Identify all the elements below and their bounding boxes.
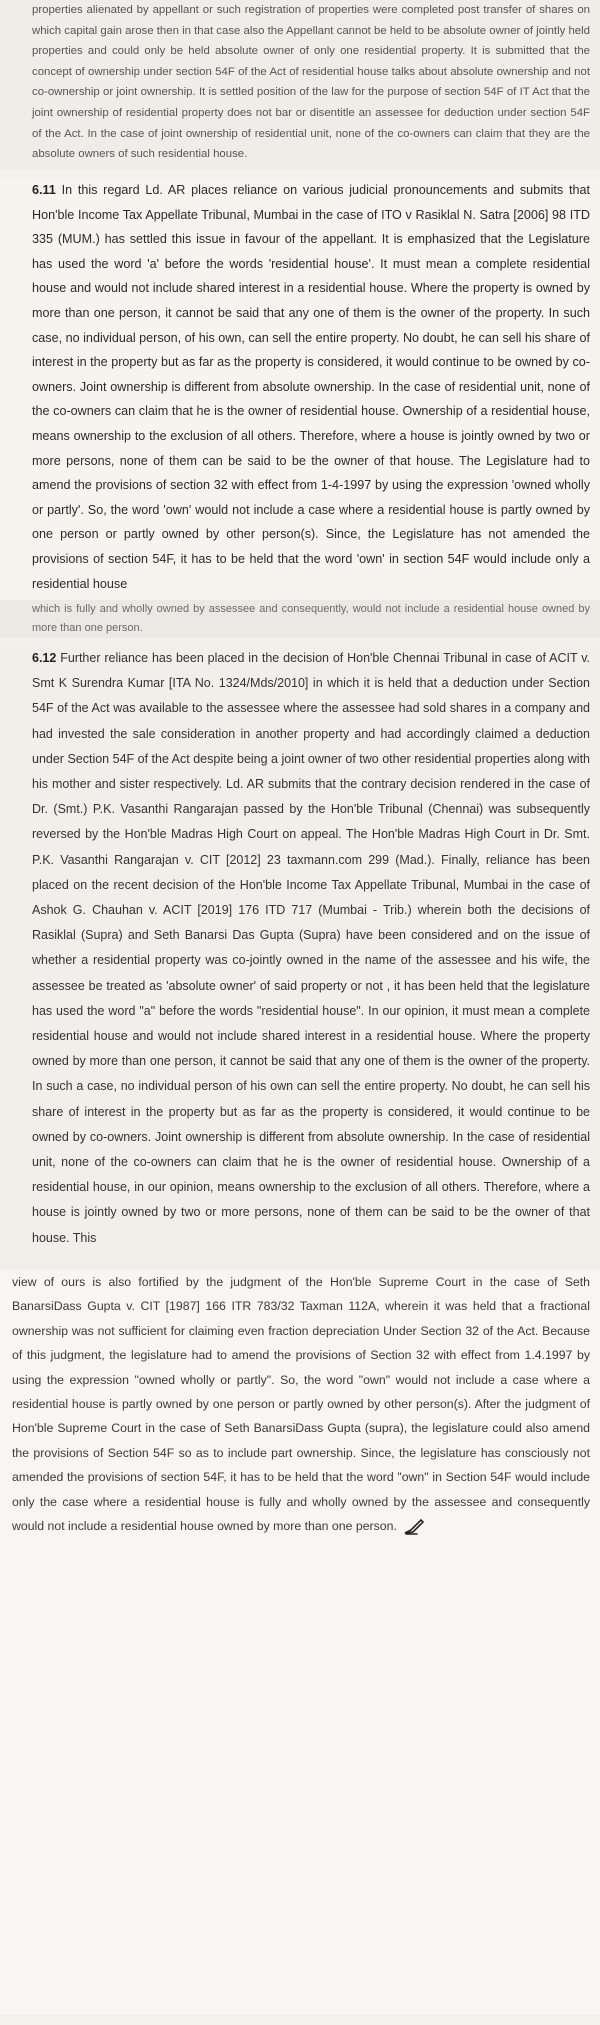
- paragraph-text: In this regard Ld. AR places reliance on various judicial pronouncements and submits that Hon'ble Income Tax Appellate Tribunal, Mumbai in the case of ITO v Rasiklal N. Satra [2006] 98 ITD 335 (MUM.) has settled this issue in favour of the appellant. It is emphasized that the Legislature has used the word 'a' before the words 'residential house'. It must mean a complete residential house and would not include shared interest in a residential house. Where the property is owned by more than one person, it cannot be said that any one of them is the owner of the property. In such case, no individual person, of his own, can sell the entire property. No doubt, he can sell his share of interest in the property but as far as the property is considered, it would continue to be owned by co-owners. Joint ownership is different from absolute ownership. In the case of residential unit, none of the co-owners can claim that he is the owner of residential house. Ownership of a residential house, means ownership to the exclusion of all others. Therefore, where a house is jointly owned by two or more persons, none of them can be said to be the owner of that house. The Legislature had to amend the provisions of section 32 with effect from 1-4-1997 by using the expression 'owned wholly or partly'. So, the word 'own' would not include a case where a residential house is partly owned by one person or partly owned by other person(s). Since, the Legislature has not amended the provisions of section 54F, it has to be held that the word 'own' in section 54F would include only a residential house: [32, 183, 590, 591]
- paragraph-6-12: [0, 646, 600, 1270]
- paragraph-6-11-continuation: [0, 600, 600, 638]
- signature-mark-icon: [403, 1518, 425, 1536]
- paragraph-text: properties alienated by appellant or such registration of properties were completed post transfer of shares on which capital gain arose then in that case also the Appellant cannot be held to be absolute owner of jointly held properties and could only be held absolute owner of only one residential property. It is submitted that the concept of ownership under section 54F of the Act of residential house talks about absolute ownership and not co-ownership or joint ownership. It is settled position of the law for the purpose of section 54F of IT Act that the joint ownership of residential property does not bar or disentitle an assessee for deduction under section 54F of the Act. In the case of joint ownership of residential unit, none of the co-owners can claim that they are the absolute owners of such residential house.: [32, 4, 590, 161]
- paragraph-6-12-continuation: [0, 1270, 600, 2014]
- paragraph-text: view of ours is also fortified by the judgment of the Hon'ble Supreme Court in the case of Seth BanarsiDass Gupta v. CIT [1987] 166 ITR 783/32 Taxman 112A, wherein it was held that a fractional ownership was not sufficient for claiming even fraction depreciation Under Section 32 of the Act. Because of this judgment, the legislature had to amend the provisions of Section 32 with effect from 1.4.1997 by using the expression "owned wholly or partly". So, the word "own" would not include a case where a residential house is partly owned by one person or partly owned by other person(s). After the judgment of Hon'ble Supreme Court in the case of Seth BanarsiDass Gupta (supra), the legislature could also amend the provisions of Section 54F so as to include part ownership. Since, the legislature has consciously not amended the provisions of section 54F, it has to be held that the word "own" in Section 54F would include only the case where a residential house is fully and wholly owned by the assessee and consequently would not include a residential house owned by more than one person.: [12, 1275, 590, 1534]
- paragraph-continuation-top: [0, 0, 600, 170]
- paragraph-text: Further reliance has been placed in the decision of Hon'ble Chennai Tribunal in case of ACIT v. Smt K Surendra Kumar [ITA No. 1324/Mds/2010] in which it is held that a deduction under Section 54F of the Act was available to the assessee where the assessee had sold shares in a company and had invested the sale consideration in another property and had accordingly claimed a deduction under Section 54F of the Act despite being a joint owner of two other residential properties along with his mother and sister respectively. Ld. AR submits that the contrary decision rendered in the case of Dr. (Smt.) P.K. Vasanthi Rangarajan passed by the Hon'ble Tribunal (Chennai) was subsequently reversed by the Hon'ble Madras High Court on appeal. The Hon'ble Madras High Court in Dr. Smt. P.K. Vasanthi Rangarajan v. CIT [2012] 23 taxmann.com 299 (Mad.). Finally, reliance has been placed on the recent decision of the Hon'ble Income Tax Appellate Tribunal, Mumbai in the case of Ashok G. Chauhan v. ACIT [2019] 176 ITD 717 (Mumbai - Trib.) wherein both the decisions of Rasiklal (Supra) and Seth Banarsi Das Gupta (Supra) have been considered and on the issue of whether a residential property was co-jointly owned in the name of the assessee and his wife, the assessee be treated as 'absolute owner' of said property or not , it has been held that the legislature has used the word "a" before the words "residential house". In our opinion, it must mean a complete residential house and would not include shared interest in a residential house. Where the property owned by more than one person, it cannot be said that any one of them is the owner of the property. In such a case, no individual person of his own can sell the entire property. No doubt, he can sell his share of interest in the property but as far as the property is considered, it would continue to be owned by co-owners. Joint ownership is different from absolute ownership. In the case of residential unit, none of the co-owners can claim that he is the owner of residential house. Ownership of a residential house, in our opinion, means ownership to the exclusion of all others. Therefore, where a house is jointly owned by two or more persons, none of them can be said to be the owner of that house. This: [32, 651, 590, 1245]
- paragraph-6-11: [0, 178, 600, 600]
- paragraph-number: 6.11: [32, 183, 56, 197]
- paragraph-number: 6.12: [32, 651, 57, 665]
- paragraph-text: which is fully and wholly owned by assessee and consequently, would not include a residential house owned by more than one person.: [32, 603, 590, 634]
